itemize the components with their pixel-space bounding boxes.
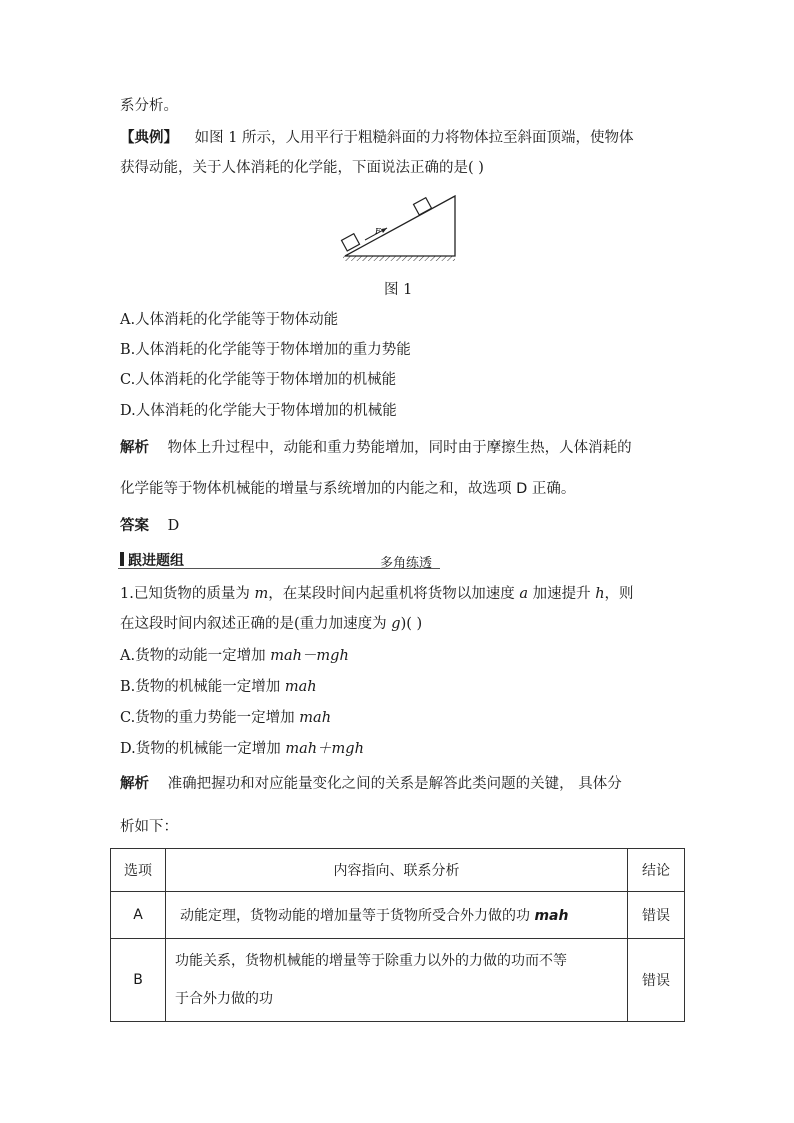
var-h: h (595, 586, 605, 602)
analysis-line (120, 438, 632, 458)
option-a: A.人体消耗的化学能等于物体动能 (120, 312, 339, 328)
incline-triangle (345, 196, 455, 256)
analysis-line: 化学能等于物体机械能的增量与系统增加的内能之和，故选项 D 正确。 (120, 481, 576, 497)
option-c: C.人体消耗的化学能等于物体增加的机械能 (120, 372, 397, 388)
cell-result: 错误 (628, 939, 685, 1022)
option-expr: mah (299, 710, 332, 726)
q1-text: 在这段时间内叙述正确的是(重力加速度为 (120, 616, 392, 632)
option-expr: mah－mgh (270, 648, 349, 664)
upper-block (413, 198, 431, 215)
section-title: 跟进题组 (128, 553, 184, 569)
section-subtitle: 多角练透 (380, 556, 433, 571)
content-text: 动能定理，货物动能的增加量等于货物所受合外力做的功 (180, 908, 535, 924)
example-line (120, 128, 634, 148)
content-line: 功能关系，货物机械能的增量等于除重力以外的力做的功而不等 (175, 953, 567, 969)
option-b: B.人体消耗的化学能等于物体增加的重力势能 (120, 342, 411, 358)
option-expr: mah＋mgh (285, 741, 364, 757)
lower-block (341, 234, 359, 251)
analysis-text: 物体上升过程中，动能和重力势能增加，同时由于摩擦生热，人体消耗的 (167, 440, 632, 456)
option-text: D.货物的机械能一定增加 (120, 741, 286, 757)
q1-text: ，则 (604, 586, 634, 602)
force-label: F (375, 227, 381, 236)
option-expr: mah (284, 679, 317, 695)
example-text: 如图 1 所示，人用平行于粗糙斜面的力将物体拉至斜面顶端，使物体 (194, 130, 634, 146)
cell-result: 错误 (628, 892, 685, 939)
cell-content (166, 939, 628, 1022)
header-option: 选项 (111, 849, 166, 892)
example-label: 【典例】 (120, 129, 178, 146)
cell-option: B (111, 939, 166, 1022)
var-g: g (391, 616, 401, 632)
q1-text: 加速提升 (527, 586, 596, 602)
q1-option-a (120, 646, 349, 666)
analysis-line: 析如下： (120, 819, 178, 835)
q1-text: ，在某段时间内起重机将货物以加速度 (268, 586, 520, 602)
q1-option-c (120, 708, 331, 728)
q1-text: )( ) (400, 616, 423, 632)
text-line: 系分析。 (120, 98, 178, 114)
cell-option: A (111, 892, 166, 939)
analysis-label: 解析 (120, 776, 149, 792)
var-m: m (254, 586, 269, 602)
answer-label: 答案 (120, 518, 149, 534)
option-text: B.货物的机械能一定增加 (120, 679, 285, 695)
question-line (120, 614, 422, 634)
content-line: 于合外力做的功 (175, 991, 273, 1007)
force-arrowhead (381, 228, 387, 233)
text-line: 获得动能，关于人体消耗的化学能，下面说法正确的是( ) (120, 160, 484, 176)
table-row (111, 939, 685, 1022)
q1-option-b (120, 677, 317, 697)
question-line (120, 584, 634, 604)
table-header-row (111, 849, 685, 892)
option-text: A.货物的动能一定增加 (120, 648, 271, 664)
answer-value: D (167, 518, 180, 534)
q1-option-d (120, 739, 364, 759)
var-a: a (519, 586, 528, 602)
analysis-label: 解析 (120, 440, 149, 456)
content-expr: mah (534, 908, 569, 924)
option-d: D.人体消耗的化学能大于物体增加的机械能 (120, 403, 397, 419)
ground-hatch (343, 256, 455, 261)
incline-figure (335, 192, 460, 272)
figure-caption: 图 1 (384, 282, 413, 298)
table-row (111, 892, 685, 939)
q1-text: 1.已知货物的质量为 (120, 586, 255, 602)
option-text: C.货物的重力势能一定增加 (120, 710, 300, 726)
analysis-line (120, 774, 622, 794)
answer-line (120, 516, 179, 536)
analysis-table (110, 848, 685, 1022)
section-marker (120, 552, 124, 566)
section-header (118, 550, 440, 569)
cell-content (166, 892, 628, 939)
analysis-text: 准确把握功和对应能量变化之间的关系是解答此类问题的关键， 具体分 (167, 776, 622, 792)
header-result: 结论 (628, 849, 685, 892)
header-content: 内容指向、联系分析 (166, 849, 628, 892)
